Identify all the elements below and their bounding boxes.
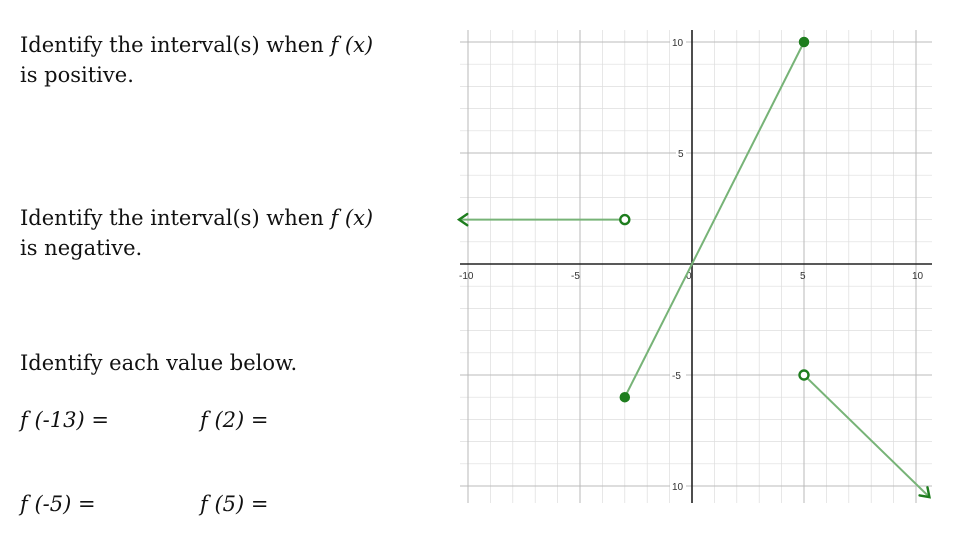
eval-fn: f bbox=[200, 408, 208, 432]
question-identify: Identify each value below. bbox=[20, 351, 298, 375]
eval-equals: = bbox=[250, 492, 269, 516]
y-tick-label: -5 bbox=[672, 371, 681, 382]
x-tick-label: 5 bbox=[800, 271, 806, 282]
eval-arg: (2) bbox=[214, 408, 245, 432]
x-tick-label: 0 bbox=[686, 271, 692, 282]
question-negative-fx: f (x) bbox=[330, 206, 374, 230]
eval-arg: (-5) bbox=[34, 492, 72, 516]
open-point-marker bbox=[620, 215, 629, 224]
eval-equals: = bbox=[250, 408, 269, 432]
x-tick-label: -10 bbox=[459, 271, 474, 282]
closed-point-marker bbox=[800, 38, 809, 47]
eval-arg: (5) bbox=[214, 492, 245, 516]
y-tick-label: 5 bbox=[678, 149, 684, 160]
eval-fn: f bbox=[200, 492, 208, 516]
question-positive-text: Identify the interval(s) when bbox=[20, 33, 324, 57]
y-tick-label: 10 bbox=[672, 482, 684, 493]
question-negative-line2: is negative. bbox=[20, 236, 143, 260]
closed-point-marker bbox=[620, 393, 629, 402]
y-tick-label: 10 bbox=[672, 38, 684, 49]
eval-fn: f bbox=[20, 408, 28, 432]
eval-equals: = bbox=[78, 492, 96, 516]
open-point-marker bbox=[800, 371, 809, 380]
question-positive-fx: f (x) bbox=[330, 33, 374, 57]
eval-equals: = bbox=[91, 408, 109, 432]
eval-fn: f bbox=[20, 492, 28, 516]
eval-arg: (-13) bbox=[34, 408, 85, 432]
question-positive-line2: is positive. bbox=[20, 63, 134, 87]
question-negative-text: Identify the interval(s) when bbox=[20, 206, 324, 230]
series-line-3 bbox=[804, 375, 929, 497]
x-tick-label: 10 bbox=[912, 271, 924, 282]
x-tick-label: -5 bbox=[571, 271, 580, 282]
